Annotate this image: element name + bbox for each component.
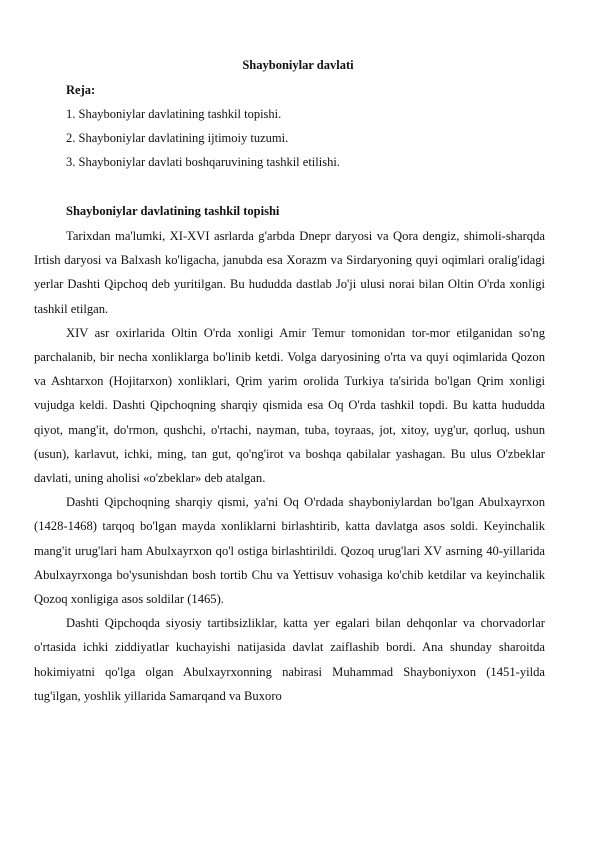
plan-label: Reja: — [66, 83, 96, 97]
section-heading: Shayboniylar davlatining tashkil topishi — [66, 204, 280, 218]
paragraph-4: Dashti Qipchoqda siyosiy tartibsizliklar, katta yer egalari bilan dehqonlar va chorvadorlar o'rtasida ichki ziddiyatlar kuchayishi natijasida davlat zaiflashib bordi. Ana shunday sharoitda hokimiyatni qo'lga olgan Abulxayrxonning nabirasi Muhammad Shayboniyxon (1451-yilda tug'ilgan, yoshlik yillarida Samarqand va Buxoro — [34, 616, 545, 703]
paragraph-1: Tarixdan ma'lumki, XI-XVI asrlarda g'arbda Dnepr daryosi va Qora dengiz, shimoli-sharqda Irtish daryosi va Balxash ko'ligacha, janubda esa Xorazm va Sirdaryoning quyi oqimlari oralig'idagi yerlar Dashti Qipchoq deb yuritilgan. Bu hududda dastlab Jo'ji ulusi norai bilan Oltin O'rda xonligi tashkil etilgan. — [34, 229, 545, 316]
document-body — [34, 224, 545, 708]
plan-item-1: 1. Shayboniylar davlatining tashkil topishi. — [66, 107, 282, 121]
document-title: Shayboniylar davlati — [242, 58, 354, 72]
plan-item-3: 3. Shayboniylar davlati boshqaruvining tashkil etilishi. — [66, 155, 340, 169]
paragraph-2: XIV asr oxirlarida Oltin O'rda xonligi Amir Temur tomonidan tor-mor etilganidan so'ng parchalanib, bir necha xonliklarga bo'linib ketdi. Volga daryosining o'rta va quyi oqimlarida Qozon va Ashtarxon (Hojitarxon) xonliklari, Qrim yarim orolida Turkiya ta'sirida bo'lgan Qrim xonligi vujudga keldi. Dashti Qipchoqning sharqiy qismida esa Oq O'rda tashkil topdi. Bu katta hududda qiyot, mang'it, do'rmon, qushchi, o'rtachi, nayman, tuba, toyraas, jot, xitoy, uyg'ur, qorluq, ushun (usun), karlavut, ichki, ming, tan gut, qo'ng'irot va boshqa qabilalar yashagan. Bu ulus O'zbeklar davlati, uning aholisi «o'zbeklar» deb atalgan. — [34, 325, 545, 486]
plan-item-2: 2. Shayboniylar davlatining ijtimoiy tuzumi. — [66, 131, 289, 145]
paragraph-3: Dashti Qipchoqning sharqiy qismi, ya'ni Oq O'rdada shayboniylardan bo'lgan Abulxayrxon (1428-1468) tarqoq bo'lgan mayda xonliklarni birlashtirib, katta davlatga asos soldi. Keyinchalik mang'it urug'lari ham Abulxayrxon qo'l ostiga birlashtirildi. Qozoq urug'lari XV asrning 40-yillarida Abulxayrxonga bo'ysunishdan bosh tortib Chu va Yettisuv vohasiga ko'chib ketdilar va keyinchalik Qozoq xonligiga asos soldilar (1465). — [34, 495, 545, 607]
